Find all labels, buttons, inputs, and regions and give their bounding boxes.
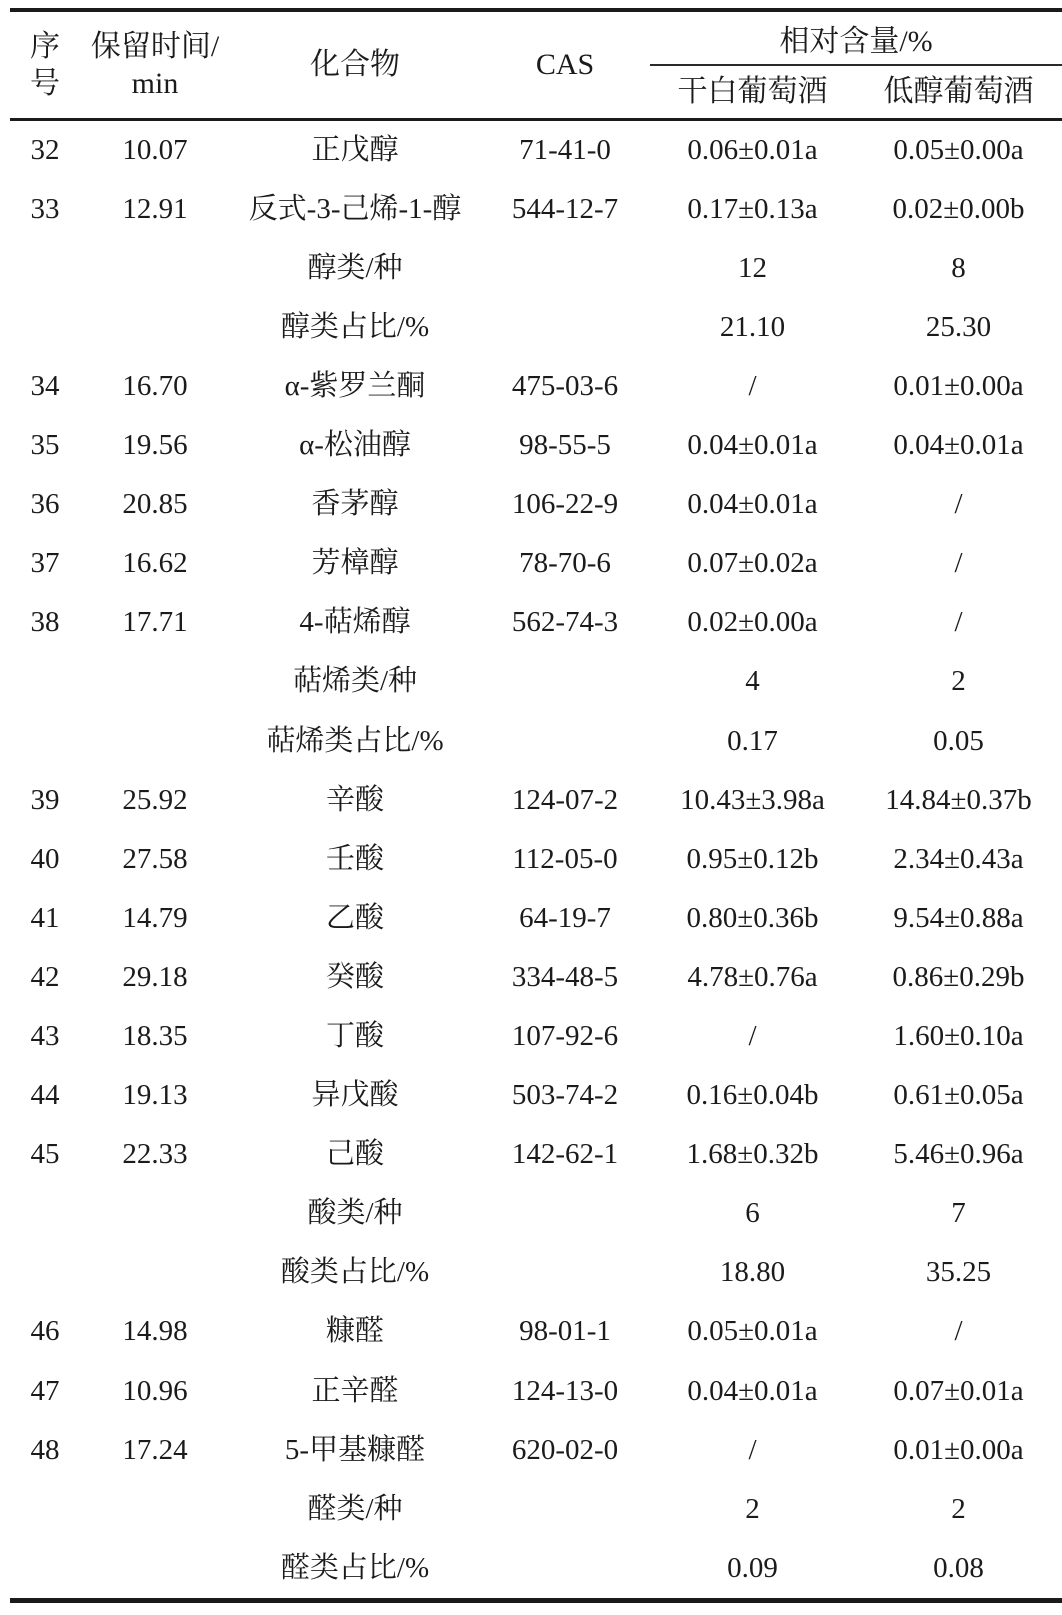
table-row bbox=[10, 712, 1062, 771]
table-header bbox=[10, 12, 1062, 118]
cell-compound: 丁酸 bbox=[325, 1020, 384, 1052]
cell-dry-white-wine-value: 4 bbox=[745, 665, 760, 698]
cell-no: 40 bbox=[30, 842, 60, 875]
cell-retention-time: 16.62 bbox=[122, 547, 188, 580]
cell-low-alcohol-wine-value: 1.60±0.10a bbox=[893, 1020, 1024, 1052]
header-cas: CAS bbox=[535, 48, 595, 82]
cell-no: 35 bbox=[30, 429, 60, 462]
cell-compound: 正辛醛 bbox=[311, 1374, 399, 1407]
cell-no: 38 bbox=[30, 606, 60, 639]
table-bottom-rule bbox=[10, 1598, 1062, 1603]
table-row bbox=[10, 1421, 1062, 1480]
cell-retention-time: 19.56 bbox=[122, 429, 188, 462]
cell-compound: 醛类/种 bbox=[307, 1492, 403, 1525]
cell-compound: 异戊酸 bbox=[311, 1079, 399, 1112]
cell-compound: α-紫罗兰酮 bbox=[284, 369, 426, 402]
cell-low-alcohol-wine-value: 0.01±0.00a bbox=[893, 369, 1024, 402]
cell-low-alcohol-wine-value: / bbox=[954, 1315, 963, 1348]
cell-dry-white-wine-value: 0.95±0.12b bbox=[686, 842, 819, 875]
cell-dry-white-wine-value: 2 bbox=[745, 1492, 760, 1525]
cell-low-alcohol-wine-value: 14.84±0.37b bbox=[885, 783, 1032, 816]
cell-no: 37 bbox=[30, 547, 60, 580]
cell-retention-time: 14.79 bbox=[122, 901, 188, 934]
cell-dry-white-wine-value: 0.04±0.01a bbox=[687, 1374, 818, 1407]
cell-cas: 71-41-0 bbox=[519, 133, 611, 166]
cell-retention-time: 16.70 bbox=[122, 369, 188, 402]
cell-cas: 78-70-6 bbox=[519, 547, 611, 580]
table-row bbox=[10, 357, 1062, 416]
table-row bbox=[10, 653, 1062, 712]
table-row bbox=[10, 535, 1062, 594]
cell-no: 47 bbox=[30, 1374, 60, 1407]
cell-low-alcohol-wine-value: / bbox=[954, 606, 963, 639]
cell-retention-time: 20.85 bbox=[122, 488, 188, 521]
table-row bbox=[10, 1480, 1062, 1539]
header-compound: 化合物 bbox=[310, 48, 400, 82]
table-row bbox=[10, 1303, 1062, 1362]
cell-no: 46 bbox=[30, 1315, 60, 1348]
cell-dry-white-wine-value: 12 bbox=[738, 251, 767, 284]
header-group-subcolumns bbox=[650, 66, 1062, 118]
cell-cas: 503-74-2 bbox=[511, 1079, 619, 1112]
table-row bbox=[10, 771, 1062, 830]
table-row bbox=[10, 121, 1062, 180]
cell-cas: 142-62-1 bbox=[511, 1138, 619, 1171]
cell-dry-white-wine-value: / bbox=[748, 1433, 757, 1466]
header-no-line2: 号 bbox=[30, 67, 60, 100]
header-relative-content-group bbox=[650, 12, 1062, 118]
cell-low-alcohol-wine-value: 0.04±0.01a bbox=[893, 429, 1024, 462]
cell-compound: 香茅醇 bbox=[311, 488, 399, 521]
cell-low-alcohol-wine-value: 0.07±0.01a bbox=[893, 1374, 1024, 1407]
cell-retention-time: 10.96 bbox=[122, 1374, 188, 1407]
cell-dry-white-wine-value: 0.07±0.02a bbox=[687, 547, 818, 580]
cell-dry-white-wine-value: 0.05±0.01a bbox=[687, 1315, 818, 1348]
cell-low-alcohol-wine-value: 9.54±0.88a bbox=[893, 901, 1024, 934]
cell-retention-time: 17.71 bbox=[122, 606, 188, 639]
table-row bbox=[10, 1007, 1062, 1066]
cell-low-alcohol-wine-value: 25.30 bbox=[925, 310, 992, 343]
table-row bbox=[10, 180, 1062, 239]
table-row bbox=[10, 889, 1062, 948]
table-row bbox=[10, 594, 1062, 653]
header-relative-content-label: 相对含量/% bbox=[779, 25, 933, 58]
cell-dry-white-wine-value: 0.06±0.01a bbox=[687, 133, 818, 166]
cell-cas: 106-22-9 bbox=[511, 488, 619, 521]
cell-cas: 475-03-6 bbox=[511, 369, 619, 402]
cell-compound: 反式-3-己烯-1-醇 bbox=[248, 192, 462, 225]
cell-dry-white-wine-value: 0.04±0.01a bbox=[687, 488, 818, 521]
cell-compound: 壬酸 bbox=[325, 842, 384, 875]
cell-no: 33 bbox=[30, 192, 60, 225]
cell-no: 48 bbox=[30, 1433, 60, 1466]
cell-low-alcohol-wine-value: 0.86±0.29b bbox=[892, 960, 1025, 993]
cell-compound: α-松油醇 bbox=[299, 429, 411, 462]
cell-retention-time: 10.07 bbox=[122, 133, 188, 166]
cell-retention-time: 22.33 bbox=[122, 1138, 188, 1171]
cell-low-alcohol-wine-value: 8 bbox=[951, 251, 966, 284]
cell-compound: 酸类/种 bbox=[307, 1197, 403, 1230]
cell-compound: 糠醛 bbox=[325, 1315, 384, 1348]
cell-dry-white-wine-value: 0.02±0.00a bbox=[687, 606, 818, 639]
cell-compound: 4-萜烯醇 bbox=[299, 606, 411, 639]
cell-retention-time: 18.35 bbox=[122, 1020, 188, 1052]
cell-low-alcohol-wine-value: 2 bbox=[951, 665, 966, 698]
cell-dry-white-wine-value: 21.10 bbox=[719, 310, 786, 343]
cell-low-alcohol-wine-value: / bbox=[954, 547, 963, 580]
cell-cas: 124-07-2 bbox=[511, 783, 619, 816]
cell-dry-white-wine-value: 1.68±0.32b bbox=[686, 1138, 819, 1171]
cell-cas: 620-02-0 bbox=[511, 1433, 619, 1466]
cell-compound: 醇类占比/% bbox=[280, 310, 430, 343]
cell-retention-time: 29.18 bbox=[122, 960, 188, 993]
cell-low-alcohol-wine-value: 0.01±0.00a bbox=[893, 1433, 1024, 1466]
cell-no: 43 bbox=[30, 1020, 60, 1052]
cell-dry-white-wine-value: 4.78±0.76a bbox=[687, 960, 818, 993]
cell-cas: 98-01-1 bbox=[519, 1315, 611, 1348]
cell-no: 39 bbox=[30, 783, 60, 816]
cell-compound: 萜烯类占比/% bbox=[266, 724, 444, 757]
cell-cas: 334-48-5 bbox=[511, 960, 619, 993]
cell-cas: 562-74-3 bbox=[511, 606, 619, 639]
table-row bbox=[10, 1185, 1062, 1244]
cell-compound: 癸酸 bbox=[325, 960, 384, 993]
header-rt-line2: min bbox=[131, 67, 179, 100]
header-no bbox=[10, 28, 80, 103]
cell-compound: 醇类/种 bbox=[307, 251, 403, 284]
cell-no: 42 bbox=[30, 960, 60, 993]
cell-no: 34 bbox=[30, 369, 60, 402]
cell-no: 32 bbox=[30, 133, 60, 166]
cell-dry-white-wine-value: 0.80±0.36b bbox=[686, 901, 819, 934]
table-row bbox=[10, 1362, 1062, 1421]
cell-dry-white-wine-value: 0.16±0.04b bbox=[686, 1079, 819, 1112]
header-retention-time bbox=[80, 28, 230, 103]
table-row bbox=[10, 298, 1062, 357]
table-row bbox=[10, 1126, 1062, 1185]
table-row bbox=[10, 1244, 1062, 1303]
header-dry-white-wine: 干白葡萄酒 bbox=[677, 75, 828, 109]
cell-cas: 544-12-7 bbox=[511, 192, 619, 225]
cell-compound: 酸类占比/% bbox=[280, 1256, 430, 1289]
cell-low-alcohol-wine-value: / bbox=[954, 488, 963, 521]
cell-low-alcohol-wine-value: 35.25 bbox=[925, 1256, 992, 1289]
cell-compound: 芳樟醇 bbox=[311, 547, 399, 580]
cell-no: 44 bbox=[30, 1079, 60, 1112]
table-body bbox=[10, 121, 1062, 1598]
cell-dry-white-wine-value: 0.17 bbox=[727, 724, 778, 757]
table-row bbox=[10, 476, 1062, 535]
cell-dry-white-wine-value: 18.80 bbox=[719, 1256, 786, 1289]
cell-compound: 乙酸 bbox=[325, 901, 384, 934]
cell-no: 36 bbox=[30, 488, 60, 521]
cell-cas: 64-19-7 bbox=[519, 901, 611, 934]
cell-dry-white-wine-value: 0.04±0.01a bbox=[687, 429, 818, 462]
cell-cas: 107-92-6 bbox=[511, 1020, 619, 1052]
table-row bbox=[10, 239, 1062, 298]
cell-low-alcohol-wine-value: 0.05 bbox=[933, 724, 984, 757]
cell-dry-white-wine-value: 0.17±0.13a bbox=[687, 192, 818, 225]
cell-retention-time: 12.91 bbox=[122, 192, 188, 225]
cell-low-alcohol-wine-value: 0.05±0.00a bbox=[893, 133, 1024, 166]
cell-dry-white-wine-value: 6 bbox=[745, 1197, 760, 1230]
cell-low-alcohol-wine-value: 0.02±0.00b bbox=[892, 192, 1025, 225]
cell-compound: 醛类占比/% bbox=[280, 1551, 430, 1584]
cell-retention-time: 19.13 bbox=[122, 1079, 188, 1112]
table-row bbox=[10, 1539, 1062, 1598]
cell-low-alcohol-wine-value: 0.08 bbox=[933, 1551, 984, 1584]
header-low-alcohol-wine: 低醇葡萄酒 bbox=[883, 75, 1034, 109]
header-rt-line1: 保留时间/ bbox=[90, 29, 220, 63]
table-row bbox=[10, 830, 1062, 889]
header-no-line1: 序 bbox=[30, 29, 60, 63]
cell-compound: 辛酸 bbox=[325, 783, 384, 816]
table-row bbox=[10, 416, 1062, 475]
cell-dry-white-wine-value: 0.09 bbox=[727, 1551, 778, 1584]
cell-low-alcohol-wine-value: 2 bbox=[951, 1492, 966, 1525]
cell-no: 45 bbox=[30, 1138, 60, 1171]
cell-dry-white-wine-value: / bbox=[748, 369, 757, 402]
cell-compound: 萜烯类/种 bbox=[292, 665, 418, 698]
cell-retention-time: 27.58 bbox=[122, 842, 188, 875]
cell-compound: 正戊醇 bbox=[311, 133, 399, 166]
cell-retention-time: 25.92 bbox=[122, 783, 188, 816]
cell-low-alcohol-wine-value: 2.34±0.43a bbox=[893, 842, 1024, 875]
cell-compound: 己酸 bbox=[325, 1138, 384, 1171]
cell-no: 41 bbox=[30, 901, 60, 934]
table-row bbox=[10, 1067, 1062, 1126]
cell-low-alcohol-wine-value: 0.61±0.05a bbox=[893, 1079, 1024, 1112]
table-row bbox=[10, 948, 1062, 1007]
cell-dry-white-wine-value: / bbox=[748, 1020, 757, 1052]
cell-cas: 124-13-0 bbox=[511, 1374, 619, 1407]
cell-low-alcohol-wine-value: 7 bbox=[951, 1197, 966, 1230]
cell-compound: 5-甲基糠醛 bbox=[284, 1433, 426, 1466]
cell-retention-time: 14.98 bbox=[122, 1315, 188, 1348]
cell-cas: 98-55-5 bbox=[519, 429, 611, 462]
cell-retention-time: 17.24 bbox=[122, 1433, 188, 1466]
cell-cas: 112-05-0 bbox=[512, 842, 618, 875]
cell-dry-white-wine-value: 10.43±3.98a bbox=[680, 783, 825, 816]
cell-low-alcohol-wine-value: 5.46±0.96a bbox=[893, 1138, 1024, 1171]
